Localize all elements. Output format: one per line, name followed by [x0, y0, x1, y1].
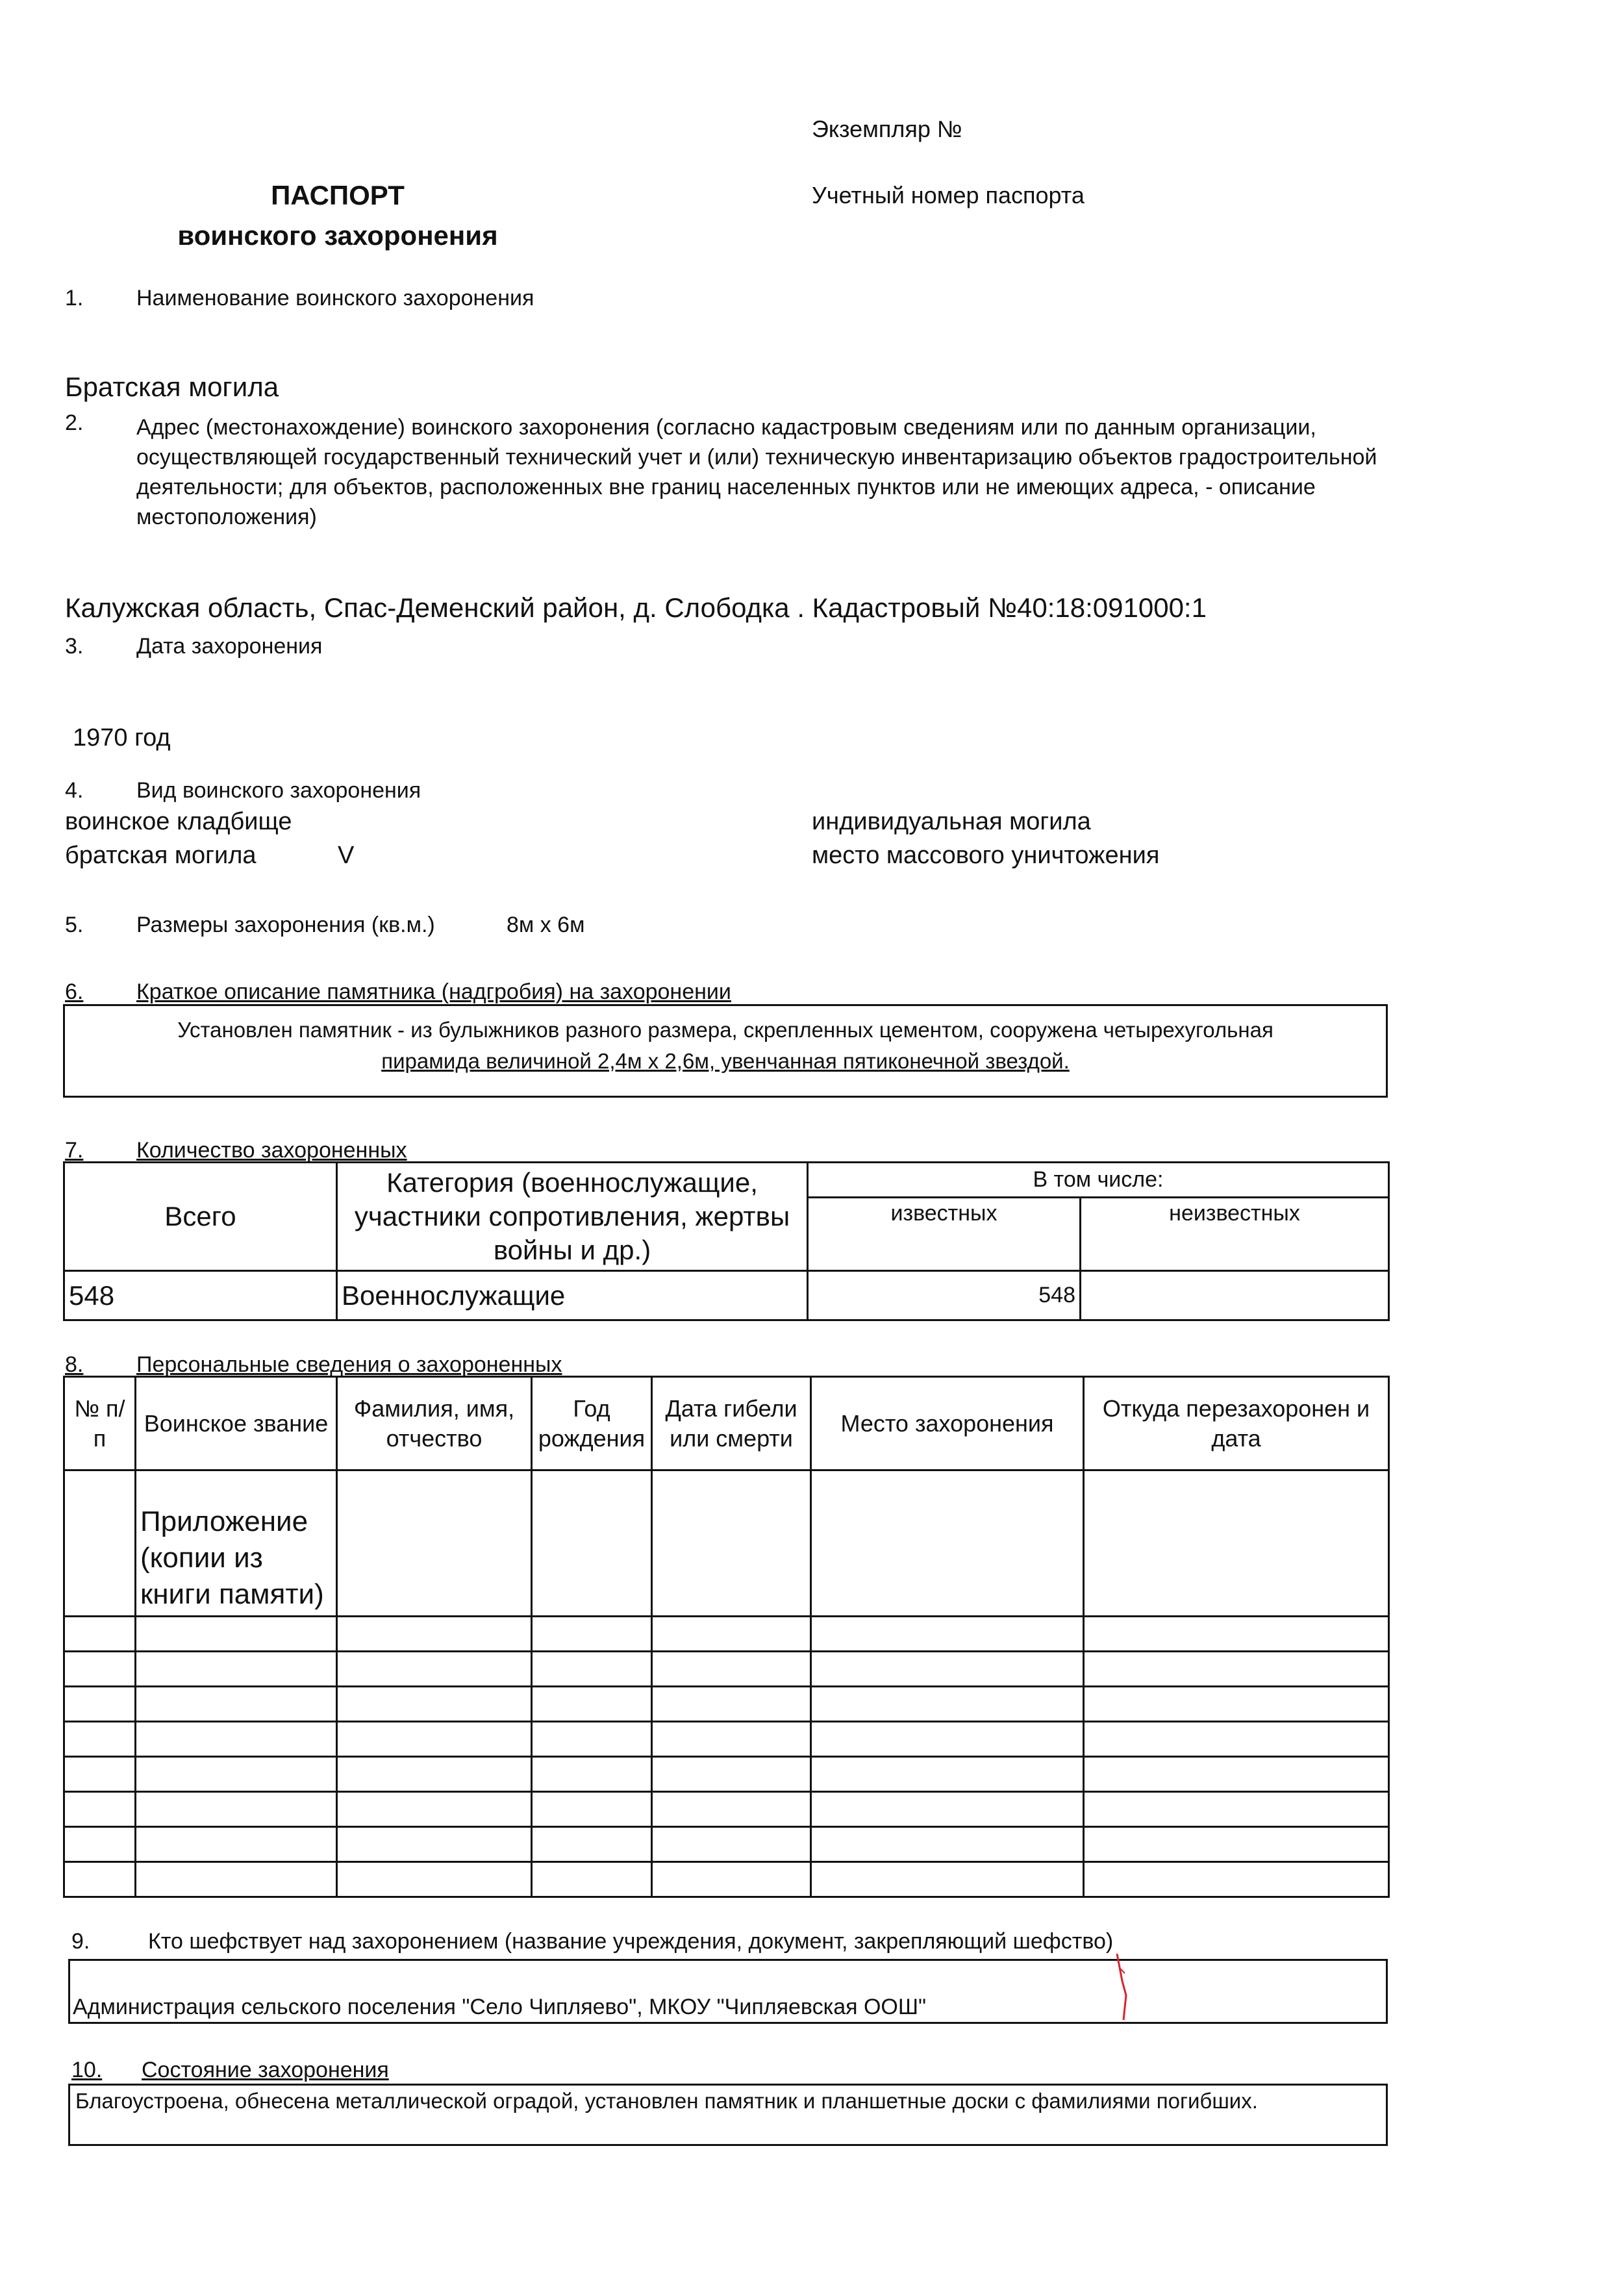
- table-row: [64, 1757, 1389, 1792]
- type-mass-extermination-site: место массового уничтожения: [812, 842, 1160, 869]
- section-3-number: 3.: [65, 634, 84, 659]
- burial-count-table: [63, 1161, 1390, 1321]
- table-row: [64, 1862, 1389, 1897]
- document-title: [149, 175, 526, 256]
- monument-description-line-1: Установлен памятник - из булыжников разного размера, скрепленных цементом, сооружена четырехугольная: [177, 1018, 1274, 1042]
- section-2-number: 2.: [65, 410, 84, 435]
- cell-total: 548: [64, 1271, 337, 1320]
- section-7-label: Количество захороненных: [136, 1138, 407, 1163]
- patronage-value: Администрация сельского поселения "Село Чипляево", МКОУ "Чипляевская ООШ": [73, 1995, 927, 2019]
- cell-category: Военнослужащие: [337, 1271, 808, 1320]
- section-7-number: 7.: [65, 1138, 84, 1163]
- section-4-number: 4.: [65, 778, 84, 803]
- header-total: Всего: [64, 1163, 337, 1271]
- section-9-number: 9.: [71, 1929, 90, 1954]
- copy-number-label: Экземпляр №: [812, 116, 962, 142]
- patronage-box: [68, 1959, 1388, 2024]
- header-row-number: № п/п: [64, 1377, 136, 1470]
- type-individual-grave: индивидуальная могила: [812, 808, 1091, 835]
- cell-known: 548: [808, 1271, 1081, 1320]
- address-value: Калужская область, Спас-Деменский район, д. Слободка . Кадастровый №40:18:091000:1: [65, 592, 1207, 623]
- type-military-cemetery: воинское кладбище: [65, 808, 292, 835]
- header-birth-year: Год рождения: [532, 1377, 652, 1470]
- section-3-label: Дата захоронения: [136, 634, 323, 659]
- table-row: [64, 1792, 1389, 1827]
- section-6-number: 6.: [65, 979, 84, 1004]
- header-reburial-origin: Откуда перезахоронен и дата: [1084, 1377, 1389, 1470]
- table-row: [64, 1470, 1389, 1617]
- header-category: Категория (военнослужащие, участники сопротивления, жертвы войны и др.): [337, 1163, 808, 1271]
- header-military-rank: Воинское звание: [136, 1377, 337, 1470]
- header-known: известных: [808, 1197, 1081, 1270]
- section-1-label: Наименование воинского захоронения: [136, 286, 534, 310]
- table-row: [64, 1827, 1389, 1862]
- account-number-label: Учетный номер паспорта: [812, 182, 1085, 208]
- monument-description-box: [63, 1004, 1388, 1098]
- section-10-label: Состояние захоронения: [142, 2058, 389, 2082]
- table-row: [64, 1617, 1389, 1652]
- title-line-2: воинского захоронения: [177, 220, 498, 251]
- section-2-label: Адрес (местонахождение) воинского захоронения (согласно кадастровым сведениям или по данным организации, осуществляющей государственный технический учет и (или) техническую инвентаризацию объектов градостроительной деятельности; для объектов, расположенных вне границ населенных пунктов или не имеющих адреса, - описание местоположения): [136, 415, 1377, 529]
- section-10-number: 10.: [71, 2058, 103, 2082]
- section-5-label: Размеры захоронения (кв.м.): [136, 913, 435, 937]
- header-unknown: неизвестных: [1081, 1197, 1389, 1270]
- section-1-number: 1.: [65, 286, 84, 310]
- cell-unknown: [1081, 1271, 1389, 1320]
- table-row: [64, 1652, 1389, 1687]
- burial-date-value: 1970 год: [73, 724, 171, 751]
- table-row: [64, 1271, 1389, 1320]
- burial-name-value: Братская могила: [65, 372, 279, 402]
- title-line-1: ПАСПОРТ: [271, 180, 405, 210]
- section-5-number: 5.: [65, 913, 84, 937]
- section-8-number: 8.: [65, 1352, 84, 1377]
- personal-data-table: [63, 1376, 1390, 1898]
- section-9-label: Кто шефствует над захоронением (название учреждения, документ, закрепляющий шефство): [148, 1929, 1114, 1954]
- condition-value: Благоустроена, обнесена металлической оградой, установлен памятник и планшетные доски с фамилиями погибших.: [75, 2089, 1258, 2113]
- section-6-label: Краткое описание памятника (надгробия) на захоронении: [136, 979, 731, 1004]
- header-burial-place: Место захоронения: [811, 1377, 1084, 1470]
- condition-box: [68, 2084, 1388, 2146]
- header-full-name: Фамилия, имя, отчество: [337, 1377, 532, 1470]
- burial-size-value: 8м х 6м: [507, 913, 585, 937]
- section-4-label: Вид воинского захоронения: [136, 778, 421, 803]
- monument-description-line-2: пирамида величиной 2,4м х 2,6м, увенчанная пятиконечной звездой.: [381, 1049, 1070, 1073]
- appendix-note: Приложение (копии из книги памяти): [136, 1470, 337, 1617]
- table-row: [64, 1687, 1389, 1722]
- section-8-label: Персональные сведения о захороненных: [136, 1352, 562, 1377]
- type-mass-grave: братская могила: [65, 842, 257, 869]
- table-row: [64, 1722, 1389, 1757]
- type-mass-grave-mark: V: [338, 842, 355, 869]
- header-death-date: Дата гибели или смерти: [652, 1377, 811, 1470]
- header-including: В том числе:: [808, 1163, 1389, 1198]
- red-pen-mark: [1104, 1949, 1143, 2026]
